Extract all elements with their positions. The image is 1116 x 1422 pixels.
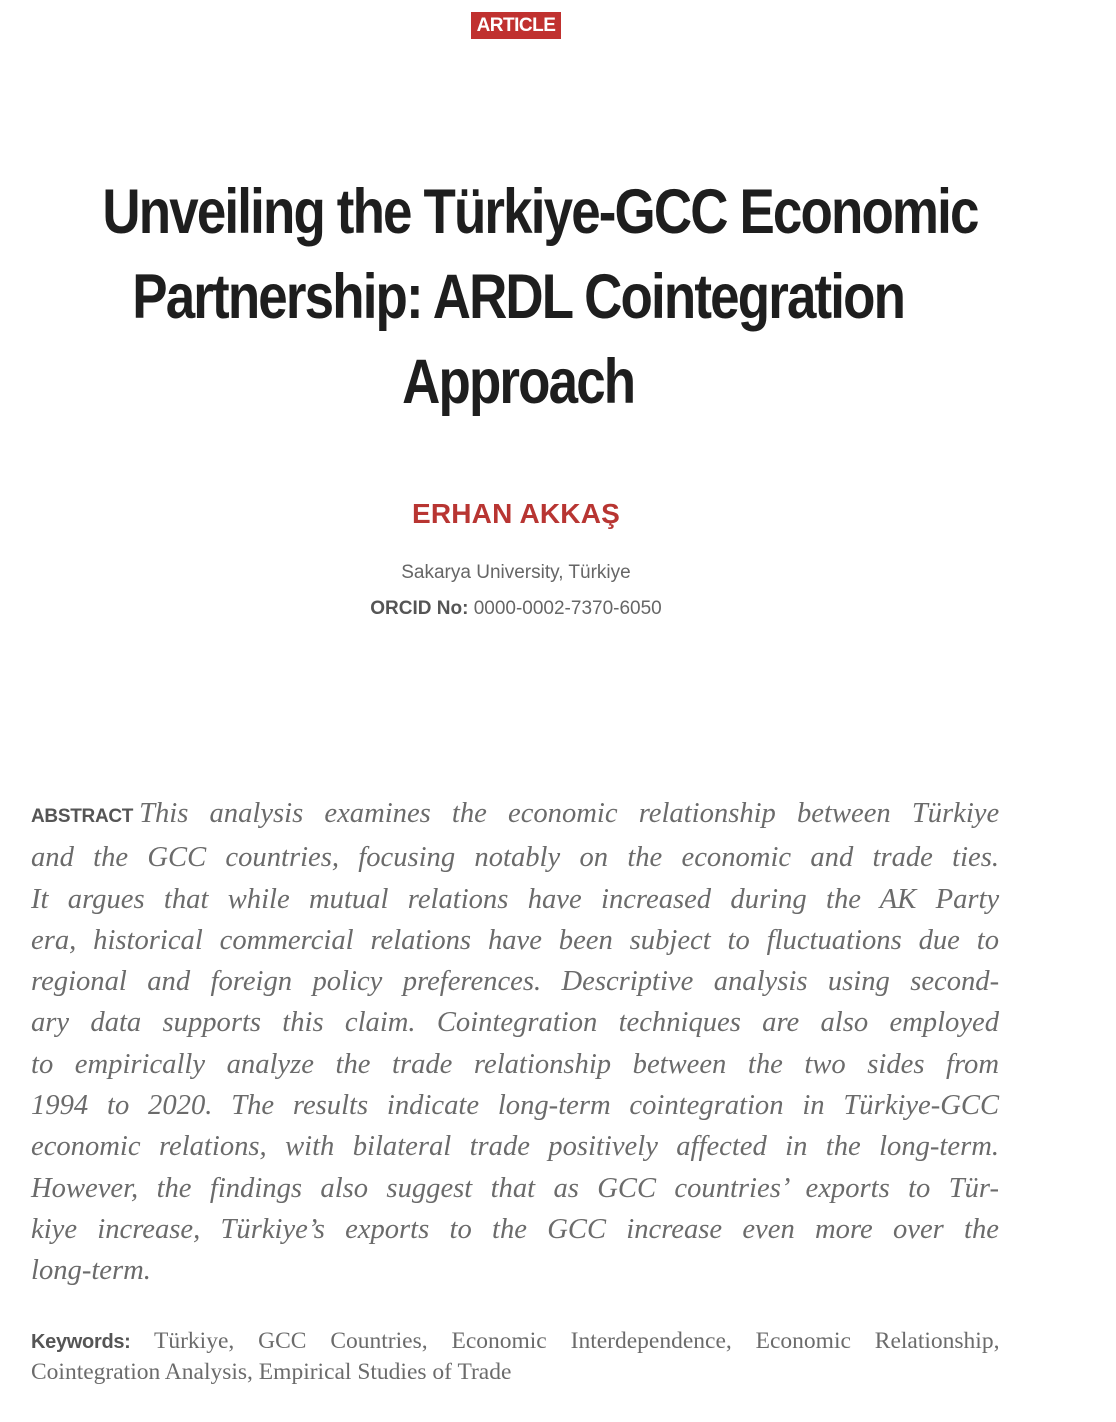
abstract-label: ABSTRACT <box>31 806 134 827</box>
abstract-line: long-term. <box>31 1255 151 1287</box>
abstract <box>31 793 999 1292</box>
paper-title-line: Approach <box>402 347 635 417</box>
keywords-line-text: Türkiye, GCC Countries, Economic Interdependence, Economic Relationship, <box>154 1328 1000 1354</box>
abstract-line: to empirically analyze the trade relationship between the two sides from <box>31 1048 999 1080</box>
abstract-line: regional and foreign policy preferences. Descriptive analysis using second- <box>31 966 1000 998</box>
abstract-line: It argues that while mutual relations have increased during the AK Party <box>31 883 1000 915</box>
orcid-line <box>0 598 1032 620</box>
article-type-badge: ARTICLE <box>471 12 561 39</box>
keywords-label: Keywords: <box>31 1331 131 1353</box>
keywords-line <box>31 1326 999 1357</box>
paper-title-line: Partnership: ARDL Cointegration <box>132 262 905 332</box>
keywords <box>31 1326 999 1387</box>
abstract-line: and the GCC countries, focusing notably on the economic and trade ties. <box>31 842 999 874</box>
abstract-line: 1994 to 2020. The results indicate long-term cointegration in Türkiye-GCC <box>31 1090 1000 1122</box>
author-affiliation: Sakarya University, Türkiye <box>401 562 631 583</box>
abstract-line <box>31 793 999 837</box>
abstract-line-text: This analysis examines the economic relationship between Türkiye <box>139 798 1000 829</box>
orcid-value: 0000-0002-7370-6050 <box>473 598 662 619</box>
abstract-line: economic relations, with bilateral trade positively affected in the long-term. <box>31 1131 999 1163</box>
abstract-line: kiye increase, Türkiye’s exports to the GCC increase even more over the <box>31 1213 999 1245</box>
orcid-label: ORCID No: <box>370 598 469 619</box>
paper-title <box>102 170 978 425</box>
keywords-line: Cointegration Analysis, Empirical Studies of Trade <box>31 1359 512 1385</box>
abstract-line: ary data supports this claim. Cointegration techniques are also employed <box>31 1007 999 1039</box>
abstract-line: However, the findings also suggest that as GCC countries’ exports to Tür- <box>31 1172 999 1204</box>
paper-title-line: Unveiling the Türkiye-GCC Economic <box>102 177 978 247</box>
abstract-line: era, historical commercial relations have been subject to fluctuations due to <box>31 924 999 956</box>
author-name: ERHAN AKKAŞ <box>411 498 621 529</box>
